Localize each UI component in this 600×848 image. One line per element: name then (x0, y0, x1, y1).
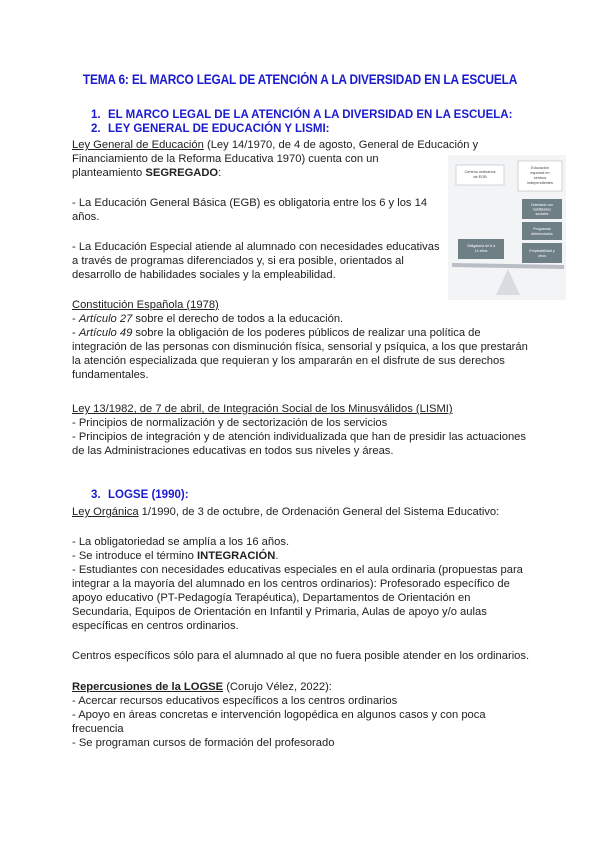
constitucion-art27 (72, 312, 343, 326)
repercusion-1: - Acercar recursos educativos específicos a los centros ordinarios (72, 695, 398, 707)
especial-line-2: a través de programas diferenciados y, si era posible, orientados al (72, 255, 404, 267)
lismi-line-2: - Principios de integración y de atención individualizada que han de presidir las actuaciones (72, 431, 526, 443)
heading-1-text: EL MARCO LEGAL DE LA ATENCIÓN A LA DIVERSIDAD EN LA ESCUELA: (108, 109, 513, 121)
diagram-box-empleabilidad-line-2: otros (538, 254, 546, 258)
lge-link[interactable]: Ley General de Educación (72, 139, 204, 151)
logse-obligatoriedad: - La obligatoriedad se amplía a los 16 años. (72, 536, 290, 548)
heading-2 (91, 123, 330, 135)
diagram-box-especial-line-1: Educación (531, 166, 549, 170)
art49-text: sobre la obligación de los poderes públicos de realizar una política de (132, 327, 481, 339)
lge-line-3 (72, 166, 221, 180)
lge-line-1 (72, 138, 478, 152)
page-title: TEMA 6: EL MARCO LEGAL DE ATENCIÓN A LA DIVERSIDAD EN LA ESCUELA (82, 72, 518, 87)
diagram-box-orientado-line-2: habilidades (532, 207, 552, 212)
heading-3-text: LOGSE (1990): (108, 489, 189, 501)
diagram-box-programas-line-2: diferenciados (531, 232, 553, 236)
balance-scale-diagram (448, 155, 566, 300)
ley-organica-link[interactable]: Ley Orgánica (72, 506, 139, 518)
diagram-box-orientado-line-3: sociales (535, 212, 549, 216)
diagram-box-obligatoria-line-2: 14 años (474, 249, 488, 253)
lge-text-1: (Ley 14/1970, de 4 de agosto, General de Educación y (203, 139, 479, 151)
integracion-term: INTEGRACIÓN (197, 550, 276, 562)
repercusiones-cite: (Corujo Vélez, 2022): (223, 681, 332, 693)
logse-estudiantes-2: integrar a la mayoría del alumnado en los centros ordinarios): Profesorado específico de (72, 578, 510, 590)
diagram-box-especial-line-2: especial en (530, 171, 550, 175)
termino-end: . (275, 550, 279, 562)
logse-estudiantes-3: apoyo educativo (PT-Pedagogía Terapéutica), Departamentos de Orientación en (72, 592, 471, 604)
logse-estudiantes-1: - Estudiantes con necesidades educativas especiales en el aula ordinaria (propuestas para (72, 564, 523, 576)
lge-text-3: planteamiento (72, 167, 146, 179)
logse-estudiantes-4: Secundaria, Equipos de Orientación en Infantil y Primaria, Aulas de apoyo y/o aulas (72, 606, 487, 618)
repercusion-2: - Apoyo en áreas concretas e intervención logopédica en algunos casos y con poca (72, 709, 486, 721)
repercusiones-title-line (72, 680, 332, 694)
lismi-title[interactable]: Ley 13/1982, de 7 de abril, de Integración Social de los Minusválidos (LISMI) (72, 403, 453, 415)
diagram-box-empleabilidad (522, 243, 562, 263)
constitucion-title[interactable]: Constitución Española (1978) (72, 299, 219, 311)
art49-dash: - (72, 327, 79, 339)
diagram-box-obligatoria-line-1: Obligatoria de 6 a (466, 244, 496, 248)
egb-line-2: años. (72, 211, 100, 223)
repercusiones-title: Repercusiones de la LOGSE (72, 681, 224, 693)
lismi-line-1: - Principios de normalización y de sectorización de los servicios (72, 417, 388, 429)
diagram-box-especial-line-4: independientes (527, 181, 553, 185)
diagram-box-egb-line-2: de EGB (473, 175, 487, 179)
heading-2-text: LEY GENERAL DE EDUCACIÓN Y LISMI: (108, 123, 330, 135)
lge-line-2: Financiamiento de la Reforma Educativa 1970) cuenta con un (72, 153, 379, 165)
egb-line-1: - La Educación General Básica (EGB) es obligatoria entre los 6 y los 14 (72, 197, 428, 209)
especial-line-3: desarrollo de habilidades sociales y la empleabilidad. (72, 269, 336, 281)
lismi-line-3: de las Administraciones educativas en todos sus niveles y áreas. (72, 445, 394, 457)
heading-3-number: 3. (91, 489, 101, 501)
segregado-term: SEGREGADO (145, 167, 219, 179)
diagram-box-programas-line-1: Programas (533, 227, 551, 231)
heading-3 (91, 489, 189, 501)
termino-text: - Se introduce el término (72, 550, 197, 562)
constitucion-line-4: fundamentales. (72, 369, 149, 381)
diagram-box-egb-line-1: Centros ordinarios (464, 170, 496, 174)
art27-dash: - (72, 313, 79, 325)
repercusion-2b: frecuencia (72, 723, 124, 735)
art49-label: Artículo 49 (78, 327, 133, 339)
logse-centros: Centros específicos sólo para el alumnado al que no fuera posible atender en los ordinarios. (72, 650, 530, 662)
logse-estudiantes-5: específicas en centros ordinarios. (72, 620, 239, 632)
diagram-box-orientado-line-1: Orientado con (530, 203, 554, 207)
logse-text-1: 1/1990, de 3 de octubre, de Ordenación General del Sistema Educativo: (138, 506, 500, 518)
repercusion-3: - Se programan cursos de formación del profesorado (72, 737, 335, 749)
logse-termino (72, 549, 278, 563)
diagram-box-especial-line-3: centros (533, 176, 547, 180)
heading-1 (91, 109, 512, 121)
lge-text-3-end: : (218, 167, 222, 179)
art27-label: Artículo 27 (78, 313, 133, 325)
logse-line-1 (72, 505, 499, 519)
constitucion-line-2: integración de las personas con disminución física, sensorial y psíquica, a los que prestarán (72, 341, 528, 353)
art27-text: sobre el derecho de todos a la educación. (132, 313, 344, 325)
diagram-box-empleabilidad-line-1: Empleabilidad y (529, 249, 555, 253)
constitucion-art49 (72, 326, 481, 340)
diagram-box-programas (522, 222, 562, 240)
heading-2-number: 2. (91, 123, 101, 135)
especial-line-1: - La Educación Especial atiende al alumnado con necesidades educativas (72, 241, 440, 253)
heading-1-number: 1. (91, 109, 101, 121)
constitucion-line-3: la atención especializada que requieran y los ampararán en el disfrute de sus derechos (72, 355, 505, 367)
